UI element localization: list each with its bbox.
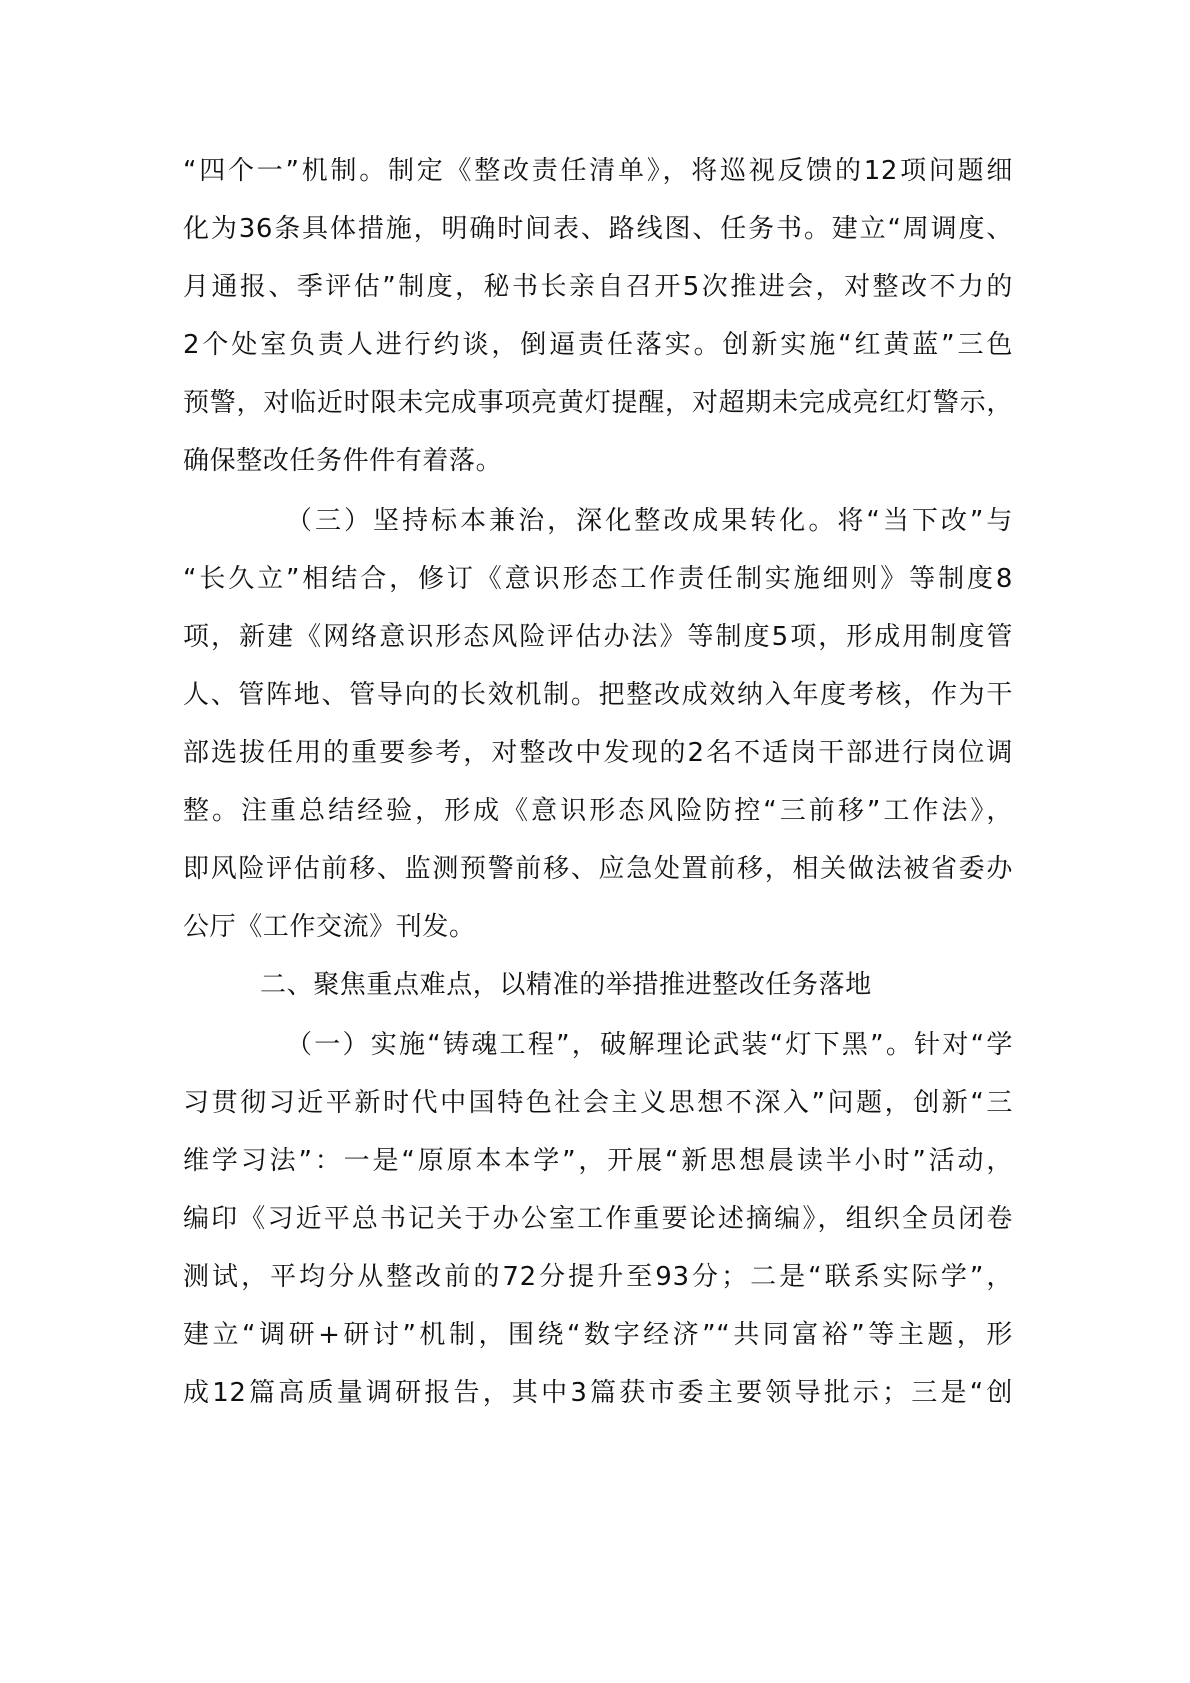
paragraph-line: 月通报、季评估”制度，秘书长亲自召开5次推进会，对整改不力的 [183,272,1013,302]
paragraph-line: 人、管阵地、管导向的长效机制。把整改成效纳入年度考核，作为干 [183,680,1013,710]
section-heading-line: （三）坚持标本兼治，深化整改成果转化。将“当下改”与 [286,506,1013,536]
paragraph-line: 编印《习近平总书记关于办公室工作重要论述摘编》，组织全员闭卷 [183,1204,1013,1234]
paragraph-line: 部选拔任用的重要参考，对整改中发现的2名不适岗干部进行岗位调 [183,738,1013,768]
paragraph-line: “四个一”机制。制定《整改责任清单》，将巡视反馈的12项问题细 [183,156,1013,186]
paragraph-line: 测试，平均分从整改前的72分提升至93分；二是“联系实际学”， [183,1262,1013,1292]
paragraph-line: 2个处室负责人进行约谈，倒逼责任落实。创新实施“红黄蓝”三色 [183,330,1013,360]
paragraph-line: 预警，对临近时限未完成事项亮黄灯提醒，对超期未完成亮红灯警示， [183,388,1013,418]
paragraph-line: “长久立”相结合，修订《意识形态工作责任制实施细则》等制度8 [183,564,1013,594]
paragraph-line: 习贯彻习近平新时代中国特色社会主义思想不深入”问题，创新“三 [183,1088,1013,1118]
chapter-heading: 二、聚焦重点难点，以精准的举措推进整改任务落地 [260,970,872,1000]
paragraph-line: 公厅《工作交流》刊发。 [183,912,476,942]
paragraph-line: 建立“调研+研讨”机制，围绕“数字经济”“共同富裕”等主题，形 [183,1320,1013,1350]
paragraph-line: 化为36条具体措施，明确时间表、路线图、任务书。建立“周调度、 [183,214,1013,244]
paragraph-line: 项，新建《网络意识形态风险评估办法》等制度5项，形成用制度管 [183,622,1013,652]
paragraph-line: 成12篇高质量调研报告，其中3篇获市委主要领导批示；三是“创 [183,1378,1013,1408]
paragraph-line: 维学习法”：一是“原原本本学”，开展“新思想晨读半小时”活动， [183,1146,1013,1176]
paragraph-line: 即风险评估前移、监测预警前移、应急处置前移，相关做法被省委办 [183,854,1013,884]
section-heading-line: （一）实施“铸魂工程”，破解理论武装“灯下黑”。针对“学 [286,1030,1013,1060]
paragraph-line: 确保整改任务件件有着落。 [183,446,503,476]
paragraph-line: 整。注重总结经验，形成《意识形态风险防控“三前移”工作法》， [183,796,1013,826]
